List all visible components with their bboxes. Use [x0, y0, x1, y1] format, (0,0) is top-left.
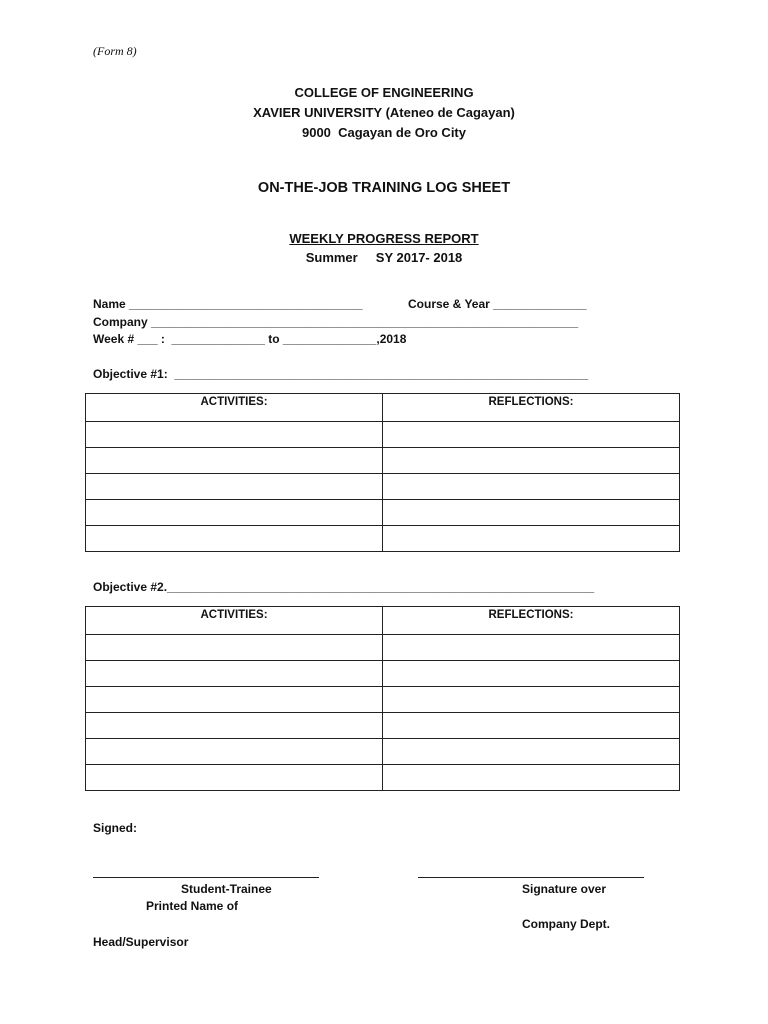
head-supervisor-label: Head/Supervisor: [93, 935, 189, 949]
table-row: [86, 765, 680, 791]
student-signature-line[interactable]: [93, 877, 319, 878]
activity-cell[interactable]: [86, 448, 383, 474]
company-field[interactable]: Company ________________________________________________________________: [93, 315, 579, 329]
activity-cell[interactable]: [86, 687, 383, 713]
activities-header: ACTIVITIES:: [86, 394, 383, 422]
college-name: COLLEGE OF ENGINEERING: [294, 85, 474, 100]
activity-cell[interactable]: [86, 422, 383, 448]
reflection-cell[interactable]: [383, 661, 680, 687]
activity-cell[interactable]: [86, 765, 383, 791]
supervisor-signature-line[interactable]: [418, 877, 644, 878]
activity-cell[interactable]: [86, 500, 383, 526]
objective-2-table: [85, 606, 680, 791]
signature-over-label: Signature over: [522, 882, 607, 896]
reflection-cell[interactable]: [383, 739, 680, 765]
activity-cell[interactable]: [86, 739, 383, 765]
reflection-cell[interactable]: [383, 713, 680, 739]
reflections-header: REFLECTIONS:: [383, 394, 680, 422]
table-row: [86, 526, 680, 552]
table-row: [86, 448, 680, 474]
reflection-cell[interactable]: [383, 635, 680, 661]
objective-1-field[interactable]: Objective #1: ______________________________________________________________: [93, 367, 589, 381]
reflection-cell[interactable]: [383, 526, 680, 552]
reflection-cell[interactable]: [383, 765, 680, 791]
activity-cell[interactable]: [86, 713, 383, 739]
table-row: [86, 687, 680, 713]
name-field[interactable]: Name ___________________________________: [93, 297, 363, 311]
signed-label: Signed:: [93, 821, 137, 835]
reflection-cell[interactable]: [383, 422, 680, 448]
objective-1-table: [85, 393, 680, 552]
week-field[interactable]: Week # ___ : ______________ to ______________,2018: [93, 332, 407, 346]
table-header-row: [86, 394, 680, 422]
activity-cell[interactable]: [86, 526, 383, 552]
document-title: ON-THE-JOB TRAINING LOG SHEET: [257, 180, 511, 196]
student-trainee-label: Student-Trainee: [181, 882, 272, 896]
activity-cell[interactable]: [86, 661, 383, 687]
table-header-row: [86, 607, 680, 635]
school-term: Summer SY 2017- 2018: [305, 250, 463, 265]
reflection-cell[interactable]: [383, 500, 680, 526]
university-address: 9000 Cagayan de Oro City: [301, 125, 466, 140]
course-year-field[interactable]: Course & Year ______________: [408, 297, 587, 311]
activities-header: ACTIVITIES:: [86, 607, 383, 635]
reflection-cell[interactable]: [383, 474, 680, 500]
table-row: [86, 713, 680, 739]
reflection-cell[interactable]: [383, 448, 680, 474]
activity-cell[interactable]: [86, 635, 383, 661]
table-row: [86, 739, 680, 765]
company-dept-label: Company Dept.: [522, 917, 611, 931]
table-row: [86, 661, 680, 687]
printed-name-label: Printed Name of: [146, 899, 239, 913]
reflection-cell[interactable]: [383, 687, 680, 713]
activity-cell[interactable]: [86, 474, 383, 500]
university-name: XAVIER UNIVERSITY (Ateneo de Cagayan): [253, 105, 515, 120]
report-subtitle: WEEKLY PROGRESS REPORT: [289, 231, 479, 246]
reflections-header: REFLECTIONS:: [383, 607, 680, 635]
form-number-label: (Form 8): [93, 44, 137, 58]
table-row: [86, 422, 680, 448]
table-row: [86, 500, 680, 526]
objective-2-field[interactable]: Objective #2.________________________________________________________________: [93, 580, 595, 594]
table-row: [86, 474, 680, 500]
table-row: [86, 635, 680, 661]
